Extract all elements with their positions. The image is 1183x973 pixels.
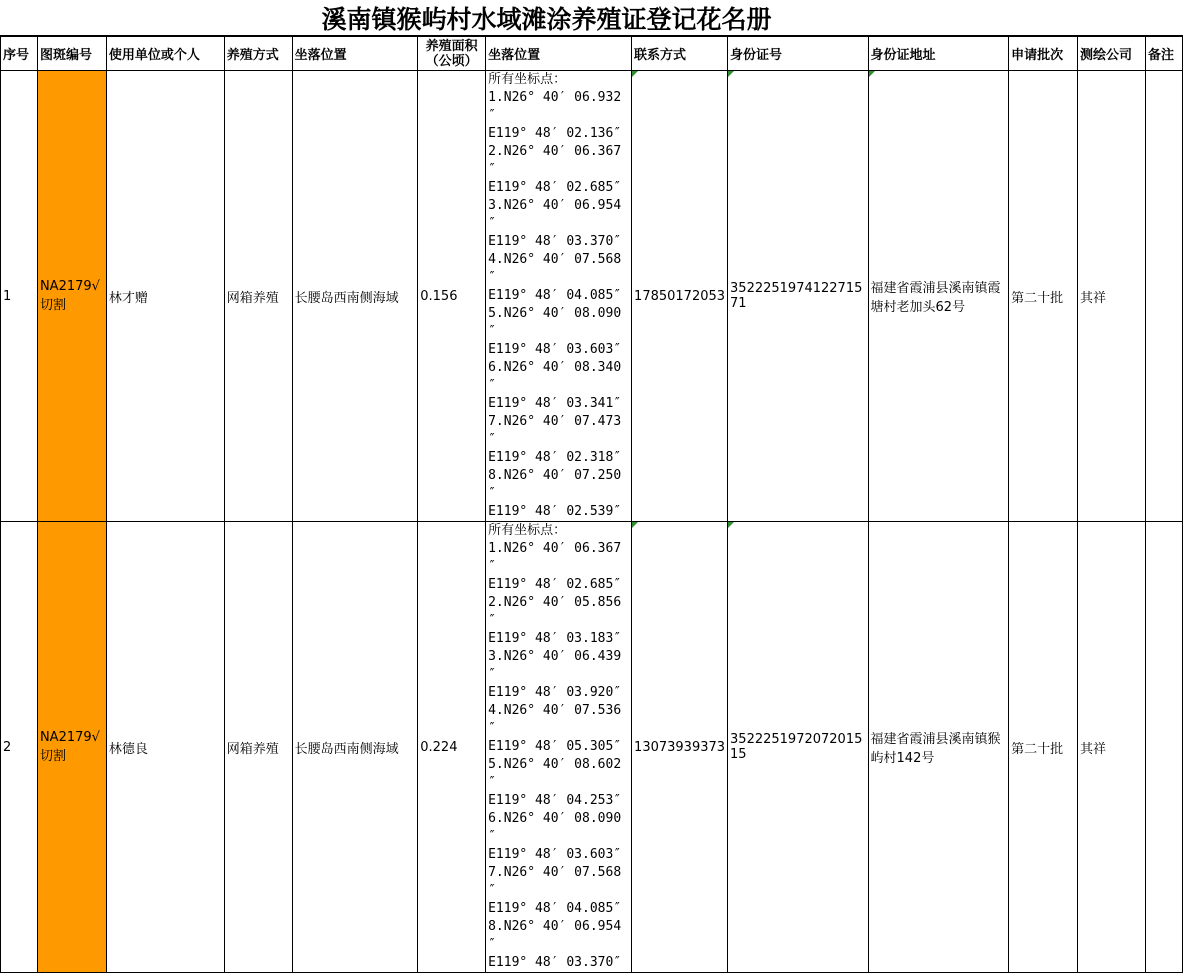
coord-line: 5.N26° 40′ 08.090 xyxy=(488,306,622,321)
cell-seq[interactable]: 2 xyxy=(1,522,38,973)
cell-owner[interactable]: 林才赠 xyxy=(106,71,224,522)
cell-note[interactable] xyxy=(1145,71,1182,522)
coord-line: ″ xyxy=(488,667,496,682)
coord-line: E119° 48′ 04.085″ xyxy=(488,288,622,303)
cell-method[interactable]: 网箱养殖 xyxy=(224,71,292,522)
coord-line: ″ xyxy=(488,378,496,393)
cell-batch[interactable]: 第二十批 xyxy=(1009,71,1078,522)
cell-id-no[interactable]: 352225197412271571 xyxy=(728,71,869,522)
cell-contact[interactable]: 17850172053 xyxy=(632,71,728,522)
coord-line: E119° 48′ 02.685″ xyxy=(488,577,622,592)
coord-line: 2.N26° 40′ 05.856 xyxy=(488,595,622,610)
coord-line: E119° 48′ 05.305″ xyxy=(488,739,622,754)
header-seq[interactable]: 序号 xyxy=(1,37,38,71)
coord-line: ″ xyxy=(488,829,496,844)
coord-line: 1.N26° 40′ 06.932 xyxy=(488,90,622,105)
coord-line: 7.N26° 40′ 07.568 xyxy=(488,865,622,880)
coord-line: E119° 48′ 02.318″ xyxy=(488,450,622,465)
cell-owner[interactable]: 林德良 xyxy=(106,522,224,973)
cell-area[interactable]: 0.224 xyxy=(418,522,486,973)
cell-survey[interactable]: 其祥 xyxy=(1078,522,1146,973)
coord-line: 6.N26° 40′ 08.090 xyxy=(488,811,622,826)
coord-line: E119° 48′ 03.370″ xyxy=(488,234,622,249)
coord-line: 3.N26° 40′ 06.439 xyxy=(488,649,622,664)
cell-method[interactable]: 网箱养殖 xyxy=(224,522,292,973)
coord-line: 8.N26° 40′ 06.954 xyxy=(488,919,622,934)
cell-coords[interactable] xyxy=(486,71,632,522)
header-method[interactable]: 养殖方式 xyxy=(224,37,292,71)
cell-seq[interactable]: 1 xyxy=(1,71,38,522)
coord-line: 6.N26° 40′ 08.340 xyxy=(488,360,622,375)
coord-line: ″ xyxy=(488,270,496,285)
header-batch[interactable]: 申请批次 xyxy=(1009,37,1078,71)
coord-line: E119° 48′ 03.183″ xyxy=(488,631,622,646)
coord-line: E119° 48′ 03.341″ xyxy=(488,396,622,411)
coord-line: E119° 48′ 03.920″ xyxy=(488,685,622,700)
header-area-line1: 养殖面积 xyxy=(425,38,478,54)
cell-map-no[interactable]: NA2179√切割 xyxy=(37,71,106,522)
header-map-no[interactable]: 图斑编号 xyxy=(37,37,106,71)
header-coords[interactable]: 坐落位置 xyxy=(486,37,632,71)
coord-line: ″ xyxy=(488,937,496,952)
cell-batch[interactable]: 第二十批 xyxy=(1009,522,1078,973)
table-row xyxy=(1,71,1183,522)
cell-map-no[interactable]: NA2179√切割 xyxy=(37,522,106,973)
header-owner[interactable]: 使用单位或个人 xyxy=(106,37,224,71)
coord-line: ″ xyxy=(488,613,496,628)
cell-note[interactable] xyxy=(1145,522,1182,973)
coord-line: 4.N26° 40′ 07.536 xyxy=(488,703,622,718)
coords-title: 所有坐标点： xyxy=(488,72,567,87)
coords-title: 所有坐标点： xyxy=(488,523,567,538)
coord-line: ″ xyxy=(488,486,496,501)
coord-line: E119° 48′ 04.253″ xyxy=(488,793,622,808)
coord-line: E119° 48′ 02.685″ xyxy=(488,180,622,195)
coord-line: E119° 48′ 04.085″ xyxy=(488,901,622,916)
coord-line: 1.N26° 40′ 06.367 xyxy=(488,541,622,556)
coord-line: ″ xyxy=(488,721,496,736)
cell-id-no[interactable]: 352225197207201515 xyxy=(728,522,869,973)
coord-line: E119° 48′ 03.370″ xyxy=(488,955,622,970)
header-area-line2: （公顷） xyxy=(425,53,478,69)
coord-line: 2.N26° 40′ 06.367 xyxy=(488,144,622,159)
coord-line: ″ xyxy=(488,559,496,574)
registry-table xyxy=(0,36,1183,973)
cell-location[interactable]: 长腰岛西南侧海域 xyxy=(292,71,418,522)
header-row xyxy=(1,37,1183,71)
coord-line: 4.N26° 40′ 07.568 xyxy=(488,252,622,267)
coord-line: 8.N26° 40′ 07.250 xyxy=(488,468,622,483)
header-survey[interactable]: 测绘公司 xyxy=(1078,37,1146,71)
coord-line: E119° 48′ 03.603″ xyxy=(488,847,622,862)
coord-line: ″ xyxy=(488,324,496,339)
coord-line: E119° 48′ 02.136″ xyxy=(488,126,622,141)
coord-line: 7.N26° 40′ 07.473 xyxy=(488,414,622,429)
cell-id-addr[interactable]: 福建省霞浦县溪南镇霞塘村老加头62号 xyxy=(868,71,1009,522)
coord-line: ″ xyxy=(488,162,496,177)
cell-coords[interactable] xyxy=(486,522,632,973)
cell-location[interactable]: 长腰岛西南侧海域 xyxy=(292,522,418,973)
cell-id-addr[interactable]: 福建省霞浦县溪南镇猴屿村142号 xyxy=(868,522,1009,973)
coord-line: ″ xyxy=(488,883,496,898)
sheet-title: 溪南镇猴屿村水域滩涂养殖证登记花名册 xyxy=(0,0,1183,36)
coord-line: 3.N26° 40′ 06.954 xyxy=(488,198,622,213)
cell-area[interactable]: 0.156 xyxy=(418,71,486,522)
header-id-addr[interactable]: 身份证地址 xyxy=(868,37,1009,71)
header-area[interactable] xyxy=(418,37,486,71)
cell-survey[interactable]: 其祥 xyxy=(1078,71,1146,522)
cell-contact[interactable]: 13073939373 xyxy=(632,522,728,973)
header-id-no[interactable]: 身份证号 xyxy=(728,37,869,71)
header-location[interactable]: 坐落位置 xyxy=(292,37,418,71)
coord-line: 5.N26° 40′ 08.602 xyxy=(488,757,622,772)
table-row xyxy=(1,522,1183,973)
coord-line: E119° 48′ 02.539″ xyxy=(488,504,622,519)
header-contact[interactable]: 联系方式 xyxy=(632,37,728,71)
coord-line: E119° 48′ 03.603″ xyxy=(488,342,622,357)
coord-line: ″ xyxy=(488,108,496,123)
coord-line: ″ xyxy=(488,432,496,447)
coord-line: ″ xyxy=(488,775,496,790)
header-note[interactable]: 备注 xyxy=(1145,37,1182,71)
coord-line: ″ xyxy=(488,216,496,231)
